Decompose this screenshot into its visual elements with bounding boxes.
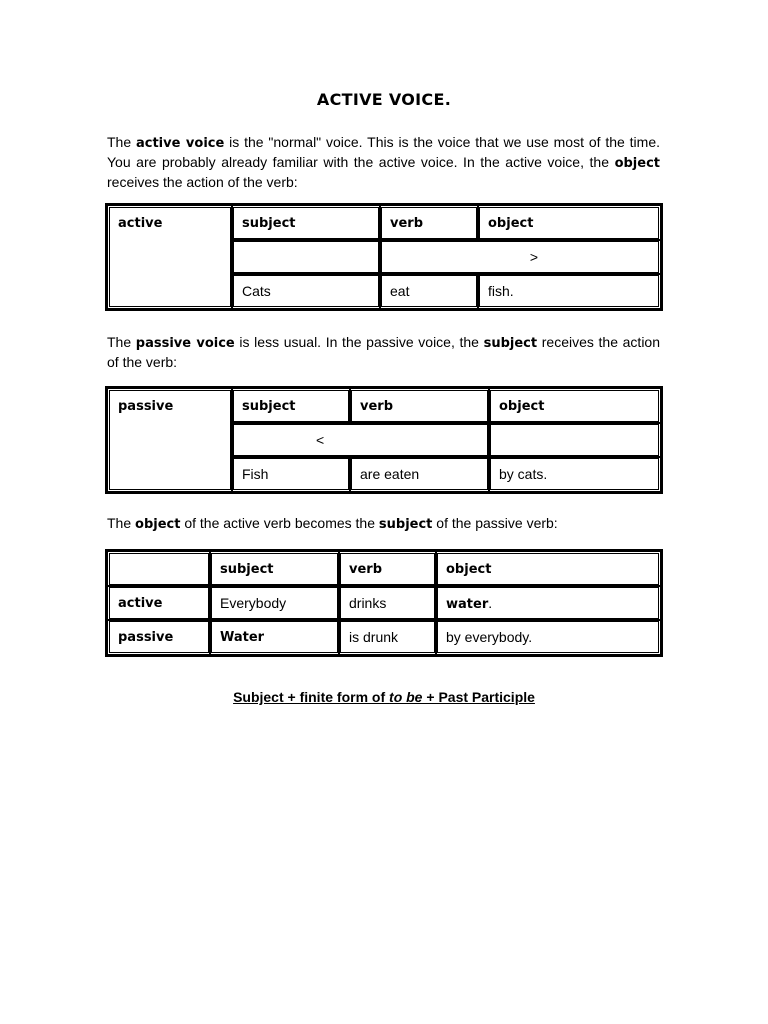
cell-object: water.	[437, 587, 659, 619]
header-subject: subject	[233, 207, 379, 239]
term-passive-voice: passive voice	[135, 336, 235, 351]
term-active-voice: active voice	[135, 136, 225, 151]
header-subject: subject	[233, 390, 349, 422]
passive-paragraph: The passive voice is less usual. In the passive voice, the subject receives the action of the verb:	[107, 334, 661, 370]
term-object: object	[614, 156, 660, 171]
row-label-passive: passive	[109, 390, 231, 490]
passive-formula: Subject + finite form of to be + Past Participle	[233, 689, 535, 705]
transform-paragraph: The object of the active verb becomes the subject of the passive verb:	[107, 515, 558, 532]
header-object: object	[437, 553, 659, 585]
cell-object: fish.	[479, 275, 659, 307]
cell-object: by everybody.	[437, 621, 659, 653]
term-subject: subject	[378, 517, 433, 532]
cell-verb: drinks	[340, 587, 435, 619]
cell-verb: eat	[381, 275, 477, 307]
passive-voice-table	[105, 386, 663, 494]
active-voice-table	[105, 203, 663, 311]
empty-cell	[490, 424, 659, 456]
row-label-active: active	[109, 587, 209, 619]
header-verb: verb	[381, 207, 477, 239]
table-row-passive	[109, 621, 659, 653]
arrow-left-cell: <	[233, 424, 488, 456]
empty-cell	[233, 241, 379, 273]
cell-subject: Water	[211, 621, 338, 653]
header-object: object	[479, 207, 659, 239]
header-subject: subject	[211, 553, 338, 585]
object-bold-text: water	[446, 596, 489, 612]
row-label-passive: passive	[109, 621, 209, 653]
header-verb: verb	[351, 390, 488, 422]
formula-to-be: to be	[389, 689, 423, 705]
arrow-right-cell: >	[381, 241, 659, 273]
cell-subject: Cats	[233, 275, 379, 307]
header-empty	[109, 553, 209, 585]
row-label-active: active	[109, 207, 231, 307]
term-subject: subject	[483, 336, 538, 351]
cell-subject: Everybody	[211, 587, 338, 619]
table-row-active	[109, 587, 659, 619]
header-object: object	[490, 390, 659, 422]
cell-subject: Fish	[233, 458, 349, 490]
page-title: ACTIVE VOICE.	[316, 90, 452, 109]
header-verb: verb	[340, 553, 435, 585]
cell-verb: are eaten	[351, 458, 488, 490]
cell-verb: is drunk	[340, 621, 435, 653]
term-object: object	[135, 517, 181, 532]
intro-paragraph: The active voice is the "normal" voice. This is the voice that we use most of the time. You are probably already familiar with the active voice. In the active voice, the object receives the action of the verb:	[107, 134, 660, 190]
cell-object: by cats.	[490, 458, 659, 490]
comparison-table	[105, 549, 663, 657]
